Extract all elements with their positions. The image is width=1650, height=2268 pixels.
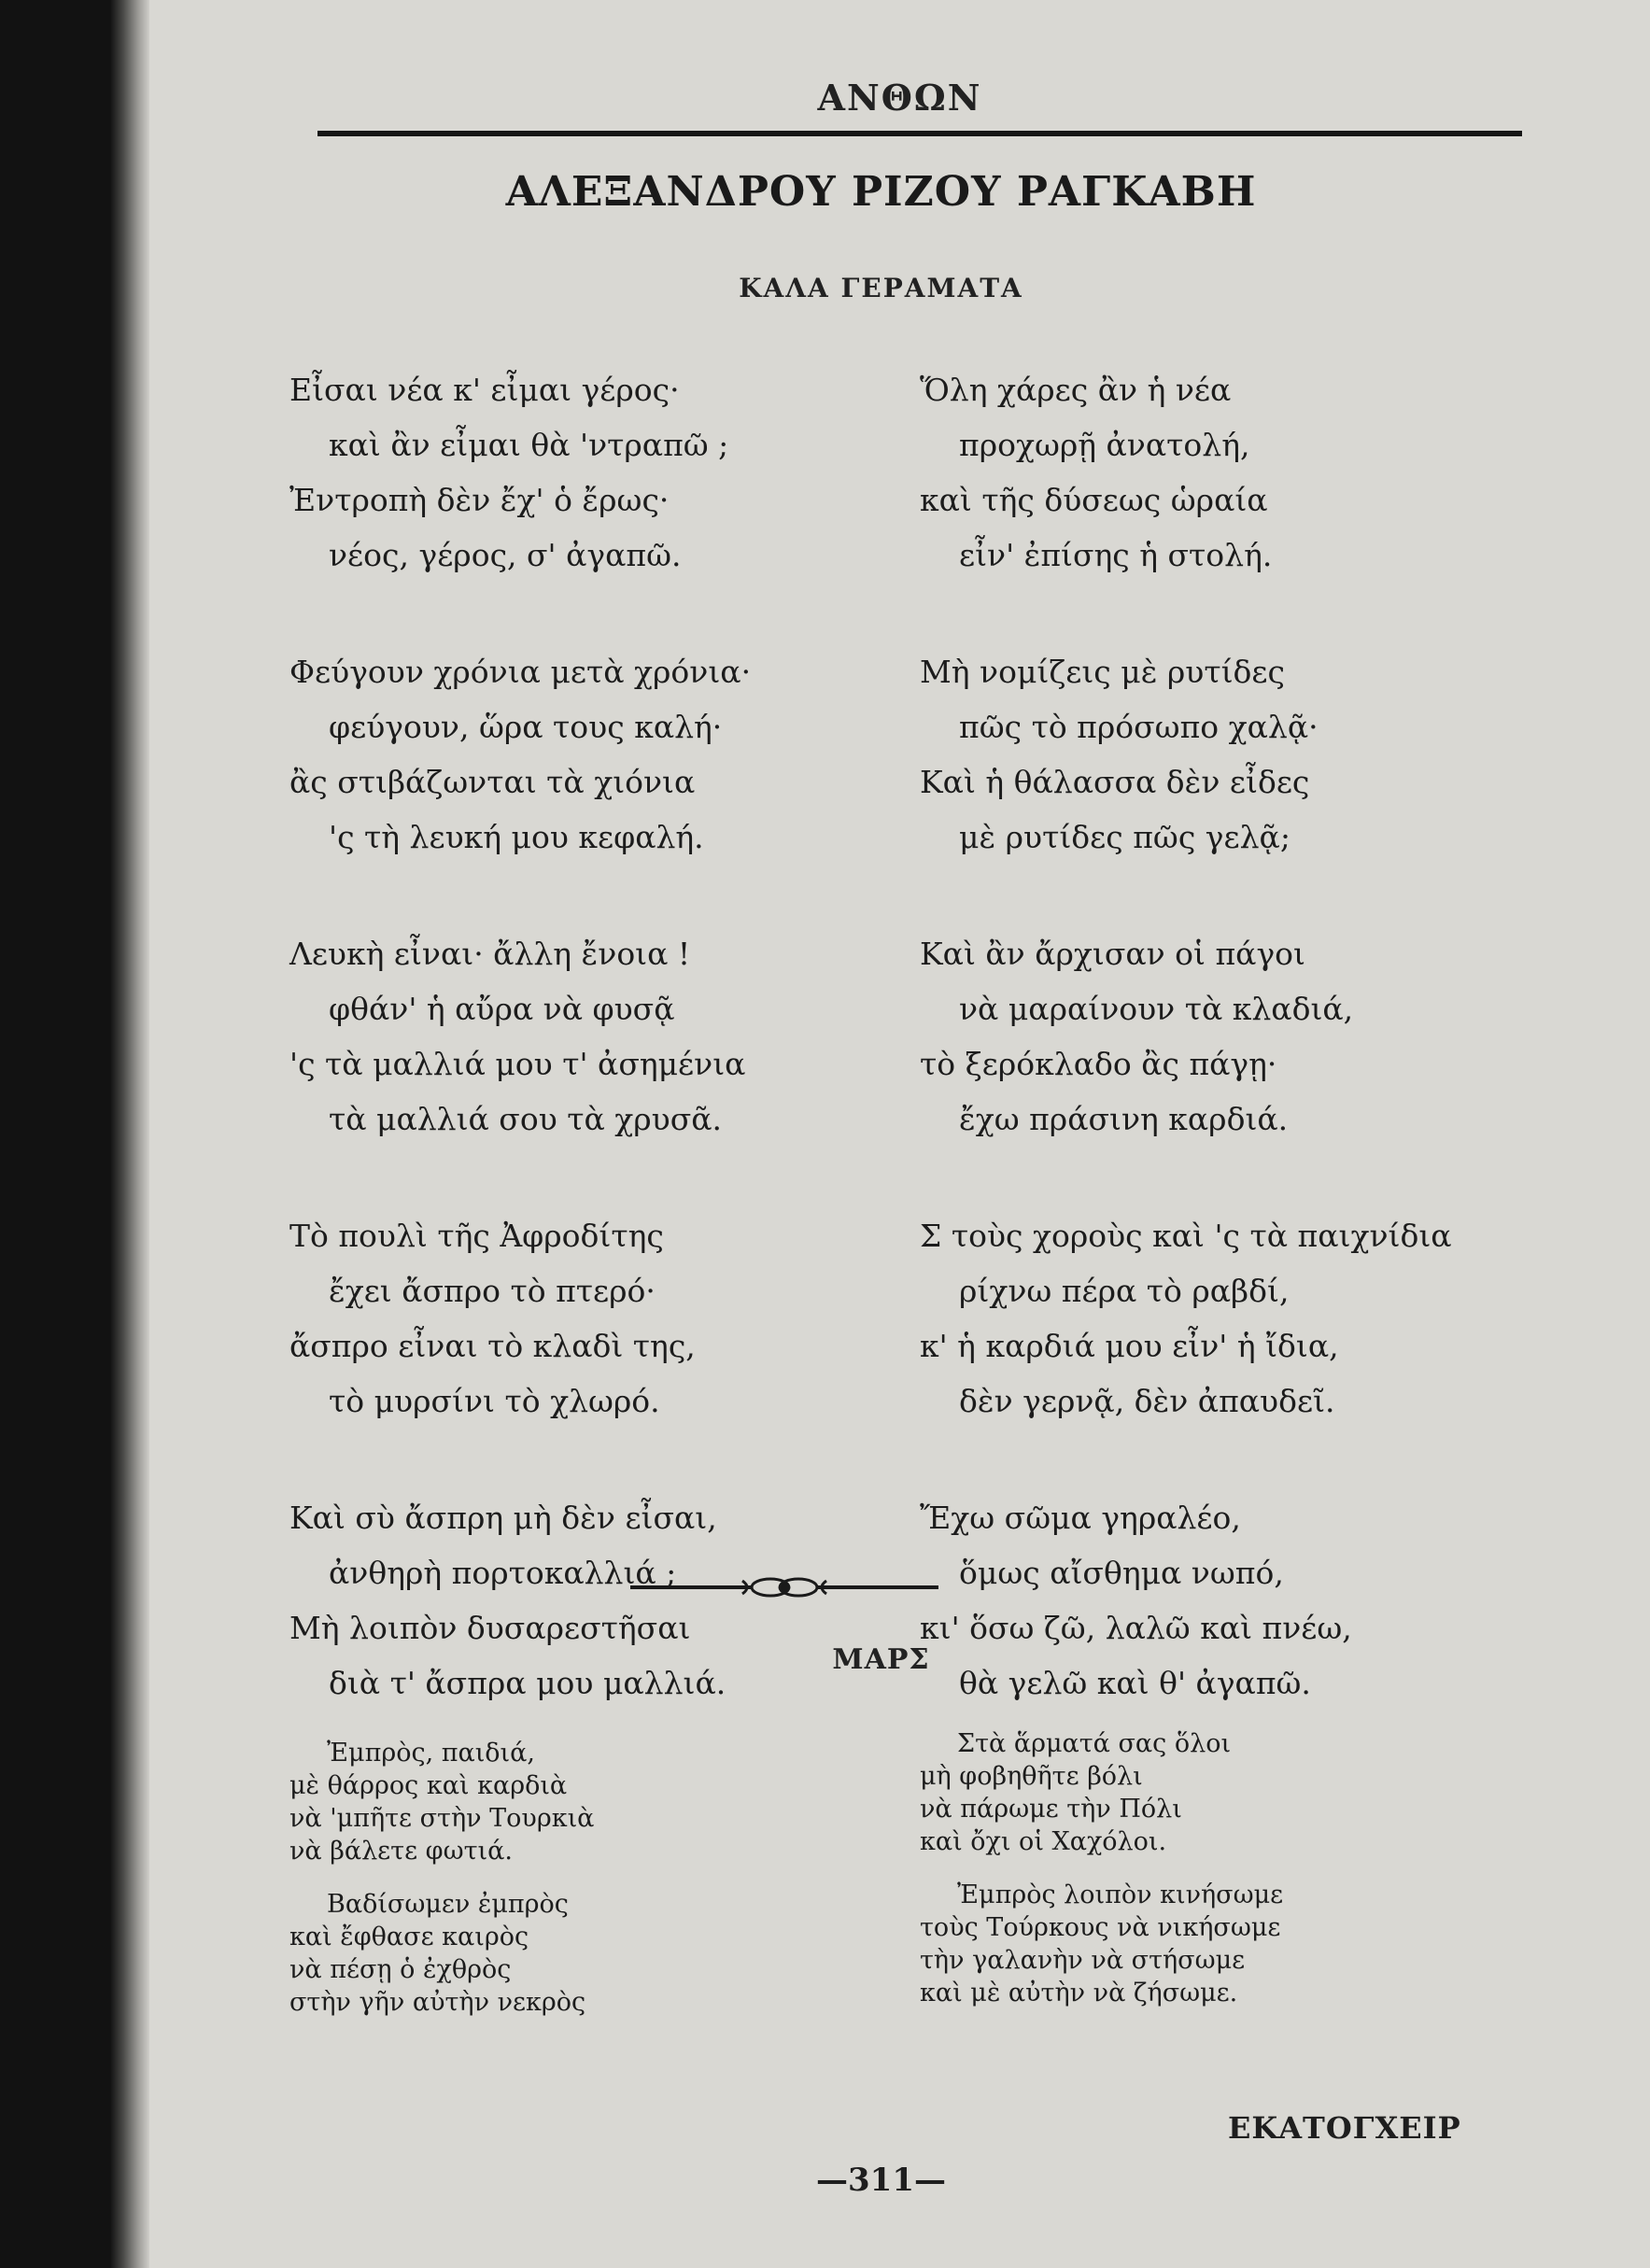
verse-line: 'ς τὴ λευκή μου κεφαλή. — [329, 819, 704, 855]
stanza — [920, 1208, 1592, 1429]
stanza — [289, 1208, 896, 1429]
verse-line: διὰ τ' ἄσπρα μου μαλλιά. — [329, 1665, 726, 1701]
stanza — [920, 1727, 1536, 1858]
verse-line: ἂς στιβάζωνται τὰ χιόνια — [289, 764, 696, 800]
poem-signature: ΕΚΑΤΟΓΧΕΙΡ — [1228, 2110, 1461, 2146]
verse-line: εἶν' ἐπίσης ἡ στολή. — [959, 537, 1273, 573]
verse-line: Καὶ ἂν ἄρχισαν οἱ πάγοι — [920, 936, 1305, 972]
verse-line: καὶ ἔφθασε καιρὸς — [289, 1923, 529, 1951]
verse-line: ἔχω πράσινη καρδιά. — [959, 1101, 1289, 1137]
verse-line: ὅμως αἴσθημα νωπό, — [959, 1555, 1284, 1591]
verse-line: νὰ μαραίνουν τὰ κλαδιά, — [959, 991, 1354, 1027]
stanza — [289, 926, 896, 1147]
poem-author: ΑΛΕΞΑΝΔΡΟΥ ΡΙΖΟΥ ΡΑΓΚΑΒΗ — [505, 168, 1257, 216]
verse-line: ἄσπρο εἶναι τὸ κλαδὶ της, — [289, 1328, 696, 1364]
stanza — [289, 644, 896, 865]
verse-line: νέος, γέρος, σ' ἀγαπῶ. — [329, 537, 682, 573]
book-spine-shadow — [0, 0, 149, 2268]
verse-line: Εἶσαι νέα κ' εἶμαι γέρος· — [289, 372, 680, 408]
verse-line: τὸ ξερόκλαδο ἂς πάγῃ· — [920, 1046, 1277, 1082]
verse-line: νὰ 'μπῆτε στὴν Τουρκιὰ — [289, 1804, 595, 1833]
stanza — [920, 1879, 1536, 2009]
verse-line: ρίχνω πέρα τὸ ραβδί, — [959, 1273, 1290, 1309]
verse-line: μὲ θάρρος καὶ καρδιὰ — [289, 1771, 568, 1800]
poem1-left-column — [289, 362, 896, 1772]
verse-line: προχωρῇ ἀνατολή, — [959, 427, 1250, 463]
verse-line: μὴ φοβηθῆτε βόλι — [920, 1762, 1143, 1791]
stanza — [289, 1737, 812, 1867]
verse-line: καὶ ὄχι οἱ Χαχόλοι. — [920, 1827, 1167, 1856]
stanza — [920, 644, 1592, 865]
running-head: ΑΝΘΩΝ — [817, 77, 982, 119]
page-number: —311— — [816, 2162, 946, 2199]
verse-line: νὰ βάλετε φωτιά. — [289, 1837, 513, 1866]
verse-line: νὰ πέσῃ ὁ ἐχθρὸς — [289, 1955, 512, 1984]
verse-line: Ὅλη χάρες ἂν ἡ νέα — [920, 372, 1232, 408]
verse-line: καὶ ἂν εἶμαι θὰ 'ντραπῶ ; — [329, 427, 729, 463]
stanza — [289, 362, 896, 583]
verse-line: Καὶ σὺ ἄσπρη μὴ δὲν εἶσαι, — [289, 1500, 717, 1536]
verse-line: Μὴ νομίζεις μὲ ρυτίδες — [920, 654, 1286, 690]
verse-line: νὰ πάρωμε τὴν Πόλι — [920, 1795, 1182, 1824]
ornament-divider — [630, 1573, 938, 1601]
verse-line: Καὶ ἡ θάλασσα δὲν εἶδες — [920, 764, 1310, 800]
verse-line: τὰ μαλλιά σου τὰ χρυσᾶ. — [329, 1101, 723, 1137]
poem2-right-column — [920, 1727, 1536, 2030]
verse-line: ἀνθηρὴ πορτοκαλλιά ; — [329, 1555, 677, 1591]
verse-line: στὴν γῆν αὐτὴν νεκρὸς — [289, 1988, 586, 2017]
verse-line: φθάν' ἡ αὔρα νὰ φυσᾷ — [329, 991, 675, 1027]
verse-line: Ἐντροπὴ δὲν ἔχ' ὁ ἔρως· — [289, 482, 670, 518]
verse-line: Τὸ πουλὶ τῆς Ἀφροδίτης — [289, 1218, 664, 1254]
verse-line: Σ τοὺς χοροὺς καὶ 'ς τὰ παιχνίδια — [920, 1218, 1452, 1254]
verse-line: 'ς τὰ μαλλιά μου τ' ἀσημένια — [289, 1046, 746, 1082]
verse-line: Ἐμπρὸς λοιπὸν κινήσωμε — [957, 1881, 1284, 1909]
verse-line: κι' ὅσω ζῶ, λαλῶ καὶ πνέω, — [920, 1610, 1352, 1646]
stanza — [920, 926, 1592, 1147]
verse-line: Βαδίσωμεν ἐμπρὸς — [327, 1890, 569, 1919]
verse-line: Λευκὴ εἶναι· ἄλλη ἔνοια ! — [289, 936, 691, 972]
verse-line: θὰ γελῶ καὶ θ' ἀγαπῶ. — [959, 1665, 1311, 1701]
verse-line: μὲ ρυτίδες πῶς γελᾷ; — [959, 819, 1290, 855]
verse-line: τὸ μυρσίνι τὸ χλωρό. — [329, 1383, 660, 1419]
verse-line: καὶ μὲ αὐτὴν νὰ ζήσωμε. — [920, 1979, 1238, 2007]
verse-line: πῶς τὸ πρόσωπο χαλᾷ· — [959, 709, 1319, 745]
book-page — [149, 0, 1650, 2268]
verse-line: κ' ἡ καρδιά μου εἶν' ἡ ἴδια, — [920, 1328, 1339, 1364]
verse-line: ἔχει ἄσπρο τὸ πτερό· — [329, 1273, 656, 1309]
verse-line: δὲν γερνᾷ, δὲν ἀπαυδεῖ. — [959, 1383, 1335, 1419]
verse-line: Στὰ ἅρματά σας ὅλοι — [957, 1729, 1232, 1758]
poem1-right-column — [920, 362, 1592, 1772]
poem2-title: ΜΑΡΣ — [832, 1643, 930, 1676]
stanza — [289, 1888, 812, 2019]
stanza — [920, 1490, 1592, 1711]
verse-line: τοὺς Τούρκους νὰ νικήσωμε — [920, 1913, 1281, 1942]
verse-line: Φεύγουν χρόνια μετὰ χρόνια· — [289, 654, 752, 690]
stanza — [920, 362, 1592, 583]
poem2-left-column — [289, 1737, 812, 2039]
verse-line: τὴν γαλανὴν νὰ στήσωμε — [920, 1946, 1246, 1975]
verse-line: Ἐμπρὸς, παιδιά, — [327, 1739, 535, 1768]
verse-line: Μὴ λοιπὸν δυσαρεστῆσαι — [289, 1610, 691, 1646]
verse-line: φεύγουν, ὥρα τους καλή· — [329, 709, 723, 745]
poem-title: ΚΑΛΑ ΓΕΡΑΜΑΤΑ — [739, 273, 1023, 303]
header-rule — [317, 131, 1522, 136]
verse-line: Ἔχω σῶμα γηραλέο, — [920, 1500, 1241, 1536]
verse-line: καὶ τῆς δύσεως ὡραία — [920, 482, 1268, 518]
